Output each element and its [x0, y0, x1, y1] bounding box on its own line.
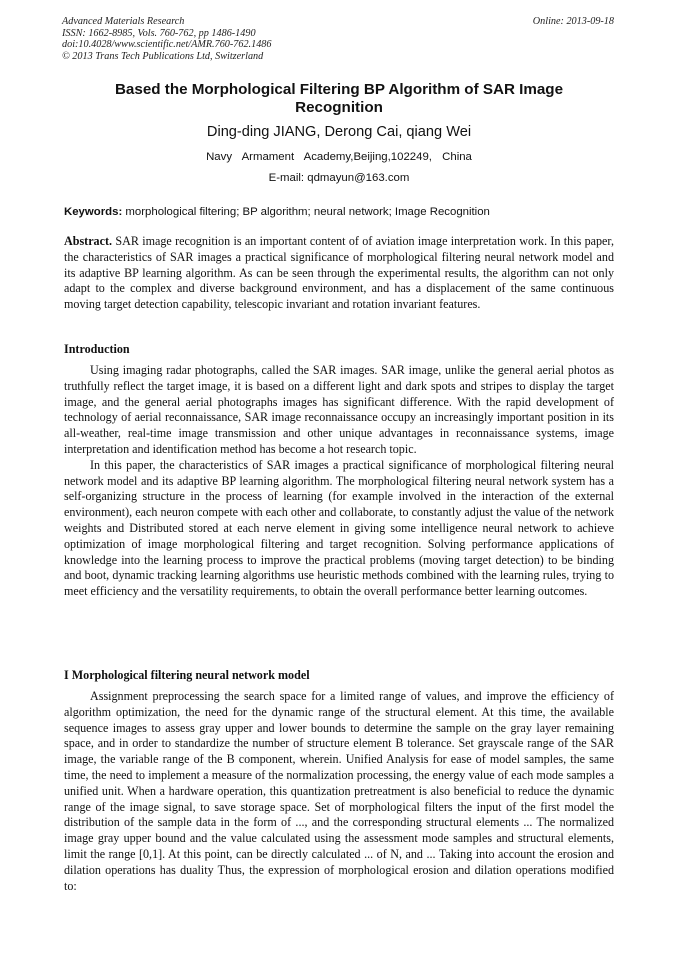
doi-line[interactable]: doi:10.4028/www.scientific.net/AMR.760-762.1486: [62, 39, 272, 50]
section-1-heading: I Morphological filtering neural network model: [64, 668, 310, 682]
keywords: [64, 206, 616, 218]
section-1-body: [64, 689, 614, 894]
introduction-paragraph-1: Using imaging radar photographs, called the SAR images. SAR image, unlike the general aerial photos as truthfully reflect the target image, it is based on a different light and dark spots and stripes to display the target image, and the general aerial photographs images has significant difference. With the rapid development of technology of aerial reconnaissance, SAR image reconnaissance occupy an increasingly important position in its all-weather, real-time image transmission and other unique advantages in reconnaissance systems, image interpretation and identification method has become a hot research topic.: [64, 363, 614, 456]
keywords-label: Keywords:: [64, 206, 123, 218]
affiliation: Navy Armament Academy,Beijing,102249, China: [206, 151, 472, 163]
author-list: Ding-ding JIANG, Derong Cai, qiang Wei: [206, 124, 472, 140]
abstract-label: Abstract.: [64, 234, 113, 248]
abstract: [64, 234, 614, 313]
email-address[interactable]: E-mail: qdmayun@163.com: [268, 172, 410, 184]
online-date: Online: 2013-09-18: [532, 16, 614, 27]
introduction-body: [64, 363, 614, 600]
journal-name: Advanced Materials Research: [62, 16, 185, 27]
introduction-paragraph-2: In this paper, the characteristics of SAR images a practical significance of morphological filtering neural network model and its adaptive BP learning algorithm. The morphological filtering neural network system has a self-organizing structure in the process of learning (for example involved in the interaction of the external environment), each neuron compete with each other and collaborate, to constantly adjust the value of the network weights and Distributed stored at each nerve element in giving some intelligence neural network to achieve optimization of image morphological filtering and target recognition. Solving performance applications of knowledge into the learning process to improve the practical problems (moving target detection) to be binding and boot, dynamic tracking learning algorithms use heuristic methods combined with the learning rules, trying to meet efficiency and the versatility requirements, to obtain the overall performance better learning outcomes.: [64, 457, 614, 599]
keywords-text: morphological filtering; BP algorithm; neural network; Image Recognition: [125, 206, 490, 218]
paper-title: Based the Morphological Filtering BP Algorithm of SAR Image Recognition: [114, 81, 564, 116]
issn-line: ISSN: 1662-8985, Vols. 760-762, pp 1486-1490: [62, 27, 256, 39]
section-1-paragraph-1: Assignment preprocessing the search space for a limited range of values, and improve the efficiency of algorithm optimization, the need for the dynamic range of the structural element. At this time, the available sequence images to assess gray upper and lower bounds to determine the sample on the gray layer remaining space, and in order to standardize the number of structure element B tolerance. Set grayscale range of the SAR image, the variable range of the B component, wherein. Unified Analysis for ease of model samples, the same time, the need to implement a measure of the normalization processing, the energy value of each mode samples a unified unit. When a hardware operation, this quantization pretreatment is also beneficial to reduce the dynamic range of the image signal, to save storage space. Set of morphological filters the input of the first model the distribution of the sample data in the form of ..., and the corresponding structural elements ... The normalized image gray upper bound and the value calculated using the assessment mode samples and structural elements, limit the range [0,1]. At this point, can be directly calculated ... of N, and ... Taking into account the erosion and dilation operations has duality Thus, the expression of morphological erosion and dilation operations modified to:: [64, 689, 614, 893]
journal-metadata: [62, 16, 271, 62]
abstract-text: SAR image recognition is an important content of of aviation image interpretation work. In this paper, the characteristics of SAR images a practical significance of morphological filtering neural network model and its adaptive BP learning algorithm. As can be seen through the experimental results, the algorithm can not only adapt to the complex and diverse background environment, and has a displacement of the same continuous moving target detection capability, telescopic invariant and rotation invariant features.: [64, 234, 614, 312]
copyright-line: © 2013 Trans Tech Publications Ltd, Switzerland: [62, 50, 264, 62]
introduction-heading: Introduction: [64, 342, 130, 356]
